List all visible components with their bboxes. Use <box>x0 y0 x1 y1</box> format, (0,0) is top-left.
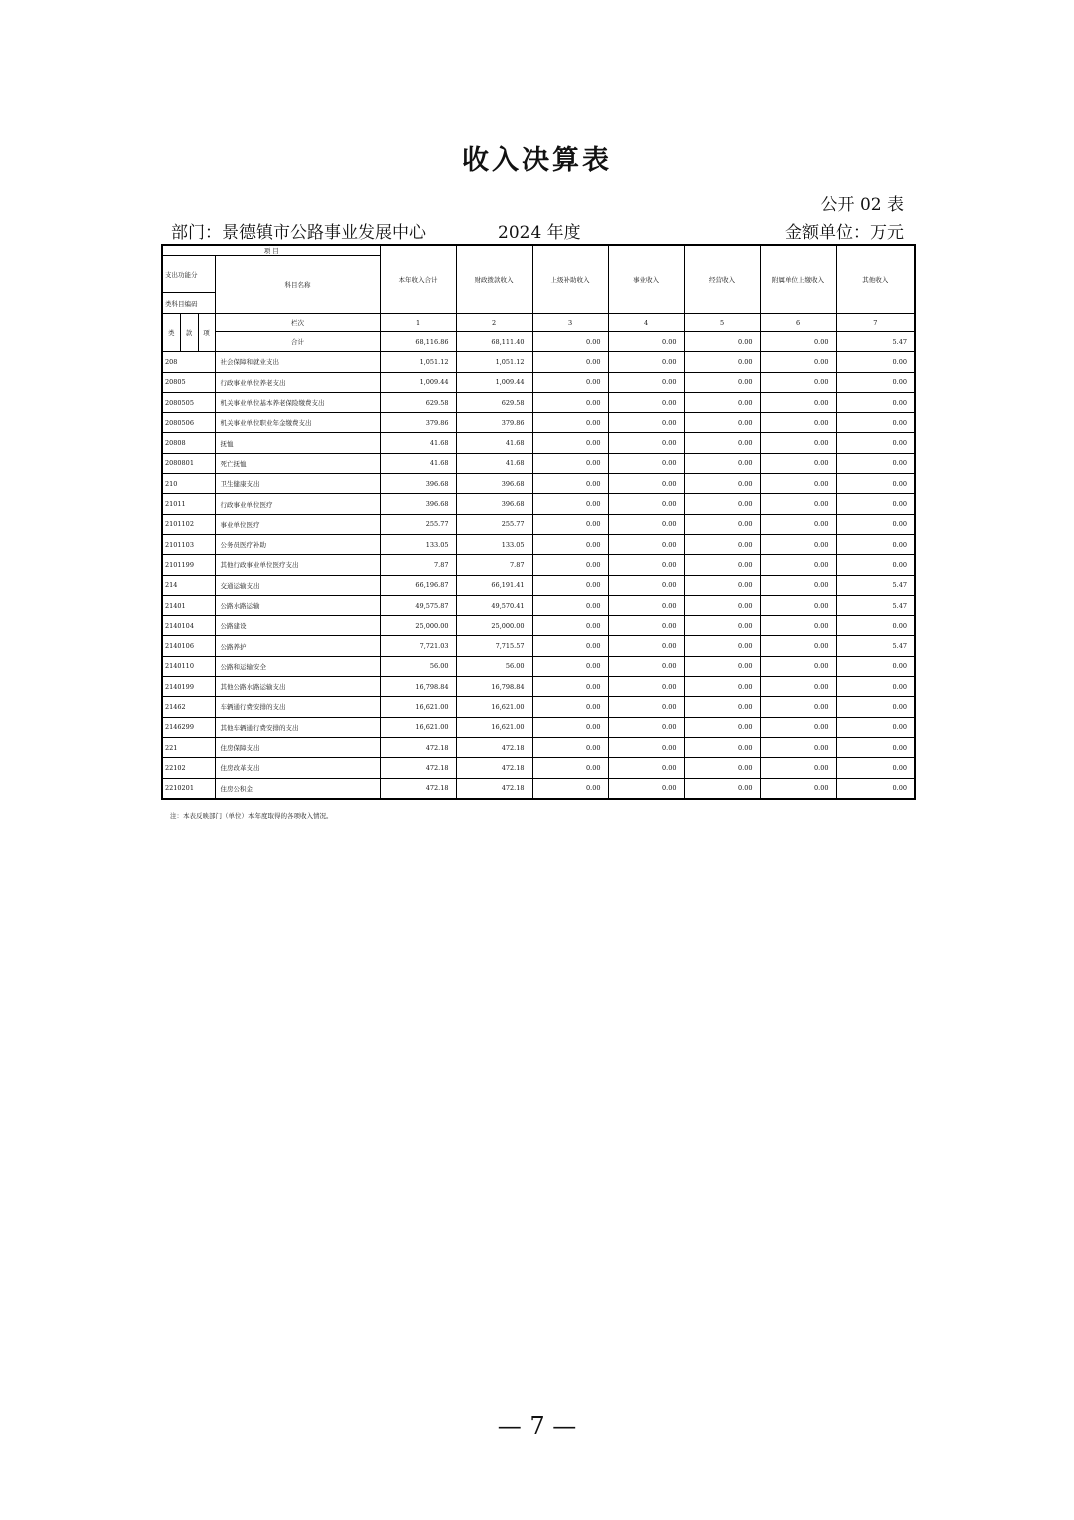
subject-name: 行政事业单位养老支出 <box>215 372 380 392</box>
amount-cell: 0.00 <box>760 392 836 412</box>
amount-cell: 7,715.57 <box>456 636 532 656</box>
amount-cell: 0.00 <box>684 474 760 494</box>
department-label: 部门：景德镇市公路事业发展中心 <box>171 223 426 243</box>
subject-name: 公路水路运输 <box>215 595 380 615</box>
subject-name: 死亡抚恤 <box>215 453 380 473</box>
amount-cell: 255.77 <box>380 514 456 534</box>
amount-cell: 0.00 <box>836 514 915 534</box>
table-row <box>162 453 915 473</box>
header-xiang: 项 <box>198 314 215 352</box>
amount-cell: 0.00 <box>532 453 608 473</box>
table-row <box>162 575 915 595</box>
amount-cell: 56.00 <box>380 656 456 676</box>
subject-name: 行政事业单位医疗 <box>215 494 380 514</box>
amount-cell: 0.00 <box>532 778 608 799</box>
amount-cell: 133.05 <box>456 534 532 554</box>
column-header: 本年收入合计 <box>380 245 456 314</box>
amount-cell: 472.18 <box>380 737 456 757</box>
amount-cell: 0.00 <box>684 697 760 717</box>
amount-cell: 0.00 <box>532 474 608 494</box>
table-row <box>162 433 915 453</box>
subject-code: 22102 <box>162 758 215 778</box>
amount-cell: 0.00 <box>760 595 836 615</box>
subject-code: 20805 <box>162 372 215 392</box>
amount-cell: 0.00 <box>836 372 915 392</box>
subject-code: 2101103 <box>162 534 215 554</box>
column-index: 3 <box>532 314 608 332</box>
amount-cell: 0.00 <box>836 474 915 494</box>
amount-cell: 1,051.12 <box>380 352 456 372</box>
amount-cell: 16,621.00 <box>380 717 456 737</box>
amount-cell: 0.00 <box>760 758 836 778</box>
amount-cell: 0.00 <box>760 534 836 554</box>
table-row <box>162 534 915 554</box>
amount-cell: 66,196.87 <box>380 575 456 595</box>
subject-code: 214 <box>162 575 215 595</box>
header-project: 项 目 <box>162 245 380 256</box>
amount-cell: 0.00 <box>608 534 684 554</box>
amount-cell: 0.00 <box>532 717 608 737</box>
column-header: 附属单位上缴收入 <box>760 245 836 314</box>
amount-cell: 0.00 <box>760 555 836 575</box>
subject-name: 其他行政事业单位医疗支出 <box>215 555 380 575</box>
amount-cell: 25,000.00 <box>456 616 532 636</box>
amount-cell: 0.00 <box>608 433 684 453</box>
amount-cell: 1,009.44 <box>380 372 456 392</box>
subject-name: 机关事业单位基本养老保险缴费支出 <box>215 392 380 412</box>
subject-code: 208 <box>162 352 215 372</box>
subject-name: 公路建设 <box>215 616 380 636</box>
total-cell: 0.00 <box>532 332 608 352</box>
amount-cell: 7.87 <box>456 555 532 575</box>
amount-cell: 0.00 <box>836 778 915 799</box>
amount-cell: 0.00 <box>684 352 760 372</box>
subject-code: 2080505 <box>162 392 215 412</box>
amount-cell: 1,051.12 <box>456 352 532 372</box>
table-row <box>162 474 915 494</box>
amount-cell: 0.00 <box>684 778 760 799</box>
amount-cell: 0.00 <box>684 717 760 737</box>
amount-cell: 0.00 <box>532 514 608 534</box>
amount-cell: 0.00 <box>532 636 608 656</box>
amount-cell: 0.00 <box>836 494 915 514</box>
amount-cell: 49,570.41 <box>456 595 532 615</box>
amount-cell: 56.00 <box>456 656 532 676</box>
subject-code: 210 <box>162 474 215 494</box>
amount-cell: 0.00 <box>760 697 836 717</box>
amount-cell: 0.00 <box>684 595 760 615</box>
amount-cell: 0.00 <box>760 352 836 372</box>
amount-cell: 0.00 <box>532 616 608 636</box>
amount-cell: 0.00 <box>836 453 915 473</box>
amount-cell: 0.00 <box>608 392 684 412</box>
amount-cell: 0.00 <box>684 758 760 778</box>
amount-cell: 472.18 <box>456 778 532 799</box>
header-lei: 类 <box>162 314 180 352</box>
amount-cell: 0.00 <box>836 352 915 372</box>
table-row <box>162 737 915 757</box>
amount-cell: 41.68 <box>456 433 532 453</box>
amount-cell: 396.68 <box>380 494 456 514</box>
amount-cell: 0.00 <box>608 514 684 534</box>
amount-cell: 0.00 <box>684 636 760 656</box>
amount-cell: 472.18 <box>380 758 456 778</box>
amount-cell: 0.00 <box>532 534 608 554</box>
amount-cell: 0.00 <box>836 737 915 757</box>
amount-cell: 0.00 <box>608 575 684 595</box>
amount-cell: 0.00 <box>532 677 608 697</box>
form-number: 公开 02 表 <box>820 195 904 215</box>
amount-cell: 1,009.44 <box>456 372 532 392</box>
total-cell: 0.00 <box>608 332 684 352</box>
table-row <box>162 697 915 717</box>
subject-name: 其他公路水路运输支出 <box>215 677 380 697</box>
amount-cell: 0.00 <box>760 372 836 392</box>
column-index: 4 <box>608 314 684 332</box>
page-number: — 7 — <box>497 1412 577 1440</box>
column-header: 上级补助收入 <box>532 245 608 314</box>
amount-cell: 396.68 <box>456 474 532 494</box>
amount-cell: 0.00 <box>684 656 760 676</box>
amount-cell: 5.47 <box>836 636 915 656</box>
unit-label: 金额单位：万元 <box>785 223 904 243</box>
amount-cell: 0.00 <box>608 474 684 494</box>
table-note: 注：本表反映部门（单位）本年度取得的各项收入情况。 <box>170 812 333 820</box>
amount-cell: 0.00 <box>608 778 684 799</box>
amount-cell: 0.00 <box>532 575 608 595</box>
subject-name: 事业单位医疗 <box>215 514 380 534</box>
amount-cell: 5.47 <box>836 575 915 595</box>
amount-cell: 16,621.00 <box>456 697 532 717</box>
subject-name: 抚恤 <box>215 433 380 453</box>
amount-cell: 396.68 <box>380 474 456 494</box>
amount-cell: 16,621.00 <box>380 697 456 717</box>
subject-code: 2210201 <box>162 778 215 799</box>
amount-cell: 379.86 <box>456 413 532 433</box>
amount-cell: 16,798.84 <box>456 677 532 697</box>
amount-cell: 41.68 <box>380 453 456 473</box>
amount-cell: 0.00 <box>684 737 760 757</box>
amount-cell: 0.00 <box>608 616 684 636</box>
amount-cell: 133.05 <box>380 534 456 554</box>
amount-cell: 0.00 <box>760 413 836 433</box>
amount-cell: 0.00 <box>608 717 684 737</box>
amount-cell: 0.00 <box>532 494 608 514</box>
amount-cell: 0.00 <box>760 514 836 534</box>
amount-cell: 0.00 <box>760 616 836 636</box>
amount-cell: 0.00 <box>532 656 608 676</box>
amount-cell: 41.68 <box>456 453 532 473</box>
total-label: 合计 <box>215 332 380 352</box>
subject-name: 公路和运输安全 <box>215 656 380 676</box>
subject-name: 卫生健康支出 <box>215 474 380 494</box>
column-index: 2 <box>456 314 532 332</box>
subject-name: 车辆通行费安排的支出 <box>215 697 380 717</box>
amount-cell: 0.00 <box>760 494 836 514</box>
amount-cell: 0.00 <box>684 514 760 534</box>
amount-cell: 0.00 <box>760 575 836 595</box>
amount-cell: 0.00 <box>532 697 608 717</box>
amount-cell: 0.00 <box>608 636 684 656</box>
subject-name: 公路养护 <box>215 636 380 656</box>
amount-cell: 0.00 <box>532 737 608 757</box>
amount-cell: 16,798.84 <box>380 677 456 697</box>
amount-cell: 0.00 <box>760 433 836 453</box>
subject-code: 20808 <box>162 433 215 453</box>
amount-cell: 0.00 <box>608 555 684 575</box>
amount-cell: 0.00 <box>608 494 684 514</box>
amount-cell: 0.00 <box>836 413 915 433</box>
subject-code: 2101102 <box>162 514 215 534</box>
table-row <box>162 372 915 392</box>
subject-code: 2140106 <box>162 636 215 656</box>
amount-cell: 0.00 <box>684 534 760 554</box>
column-header: 其他收入 <box>836 245 915 314</box>
amount-cell: 0.00 <box>836 534 915 554</box>
subject-code: 2140104 <box>162 616 215 636</box>
subject-code: 21462 <box>162 697 215 717</box>
amount-cell: 0.00 <box>608 595 684 615</box>
amount-cell: 5.47 <box>836 595 915 615</box>
amount-cell: 0.00 <box>608 737 684 757</box>
subject-code: 2080801 <box>162 453 215 473</box>
column-header: 经营收入 <box>684 245 760 314</box>
amount-cell: 41.68 <box>380 433 456 453</box>
amount-cell: 66,191.41 <box>456 575 532 595</box>
amount-cell: 25,000.00 <box>380 616 456 636</box>
column-index: 5 <box>684 314 760 332</box>
header-subject-name: 科目名称 <box>215 256 380 314</box>
subject-name: 住房改革支出 <box>215 758 380 778</box>
amount-cell: 0.00 <box>532 595 608 615</box>
subject-name: 住房保障支出 <box>215 737 380 757</box>
amount-cell: 255.77 <box>456 514 532 534</box>
amount-cell: 0.00 <box>532 372 608 392</box>
total-cell: 0.00 <box>684 332 760 352</box>
amount-cell: 0.00 <box>608 453 684 473</box>
amount-cell: 0.00 <box>836 697 915 717</box>
amount-cell: 7,721.03 <box>380 636 456 656</box>
amount-cell: 0.00 <box>760 717 836 737</box>
table-row <box>162 392 915 412</box>
total-cell: 68,111.40 <box>456 332 532 352</box>
table-row <box>162 778 915 799</box>
table-row <box>162 595 915 615</box>
table-row <box>162 758 915 778</box>
amount-cell: 0.00 <box>684 677 760 697</box>
amount-cell: 0.00 <box>760 677 836 697</box>
amount-cell: 0.00 <box>608 413 684 433</box>
amount-cell: 0.00 <box>684 494 760 514</box>
amount-cell: 0.00 <box>684 433 760 453</box>
subject-code: 2140110 <box>162 656 215 676</box>
subject-code: 2101199 <box>162 555 215 575</box>
column-index: 7 <box>836 314 915 332</box>
table-row <box>162 352 915 372</box>
amount-cell: 0.00 <box>760 474 836 494</box>
subject-code: 2080506 <box>162 413 215 433</box>
subject-code: 2140199 <box>162 677 215 697</box>
column-index: 1 <box>380 314 456 332</box>
column-index: 6 <box>760 314 836 332</box>
amount-cell: 0.00 <box>532 555 608 575</box>
subject-code: 2146299 <box>162 717 215 737</box>
subject-name: 社会保障和就业支出 <box>215 352 380 372</box>
header-func-class: 支出功能分 <box>162 256 215 293</box>
subject-code: 221 <box>162 737 215 757</box>
amount-cell: 0.00 <box>836 677 915 697</box>
table-row <box>162 717 915 737</box>
amount-cell: 629.58 <box>456 392 532 412</box>
total-cell: 0.00 <box>760 332 836 352</box>
table-row <box>162 514 915 534</box>
amount-cell: 0.00 <box>684 575 760 595</box>
amount-cell: 396.68 <box>456 494 532 514</box>
table-row <box>162 656 915 676</box>
amount-cell: 379.86 <box>380 413 456 433</box>
amount-cell: 0.00 <box>836 758 915 778</box>
amount-cell: 0.00 <box>760 636 836 656</box>
amount-cell: 0.00 <box>608 656 684 676</box>
table-row <box>162 555 915 575</box>
amount-cell: 0.00 <box>684 555 760 575</box>
amount-cell: 0.00 <box>836 433 915 453</box>
total-cell: 68,116.86 <box>380 332 456 352</box>
amount-cell: 0.00 <box>836 616 915 636</box>
amount-cell: 0.00 <box>608 372 684 392</box>
table-row <box>162 413 915 433</box>
subject-code: 21011 <box>162 494 215 514</box>
table-row <box>162 494 915 514</box>
page-title: 收入决算表 <box>462 145 612 176</box>
year-label: 2024 年度 <box>498 223 581 243</box>
amount-cell: 0.00 <box>608 352 684 372</box>
amount-cell: 0.00 <box>532 392 608 412</box>
subject-name: 交通运输支出 <box>215 575 380 595</box>
table-row <box>162 616 915 636</box>
amount-cell: 0.00 <box>608 677 684 697</box>
amount-cell: 472.18 <box>380 778 456 799</box>
amount-cell: 0.00 <box>760 656 836 676</box>
amount-cell: 0.00 <box>760 778 836 799</box>
amount-cell: 16,621.00 <box>456 717 532 737</box>
amount-cell: 0.00 <box>836 656 915 676</box>
subject-name: 公务员医疗补助 <box>215 534 380 554</box>
amount-cell: 0.00 <box>836 392 915 412</box>
amount-cell: 0.00 <box>760 453 836 473</box>
amount-cell: 0.00 <box>608 697 684 717</box>
amount-cell: 0.00 <box>836 717 915 737</box>
amount-cell: 0.00 <box>532 352 608 372</box>
amount-cell: 0.00 <box>532 758 608 778</box>
amount-cell: 0.00 <box>684 372 760 392</box>
table-row <box>162 677 915 697</box>
total-cell: 5.47 <box>836 332 915 352</box>
amount-cell: 0.00 <box>532 413 608 433</box>
column-header: 事业收入 <box>608 245 684 314</box>
amount-cell: 472.18 <box>456 737 532 757</box>
header-class-code: 类科目编码 <box>162 293 215 314</box>
subject-name: 其他车辆通行费安排的支出 <box>215 717 380 737</box>
amount-cell: 472.18 <box>456 758 532 778</box>
amount-cell: 7.87 <box>380 555 456 575</box>
header-lanci: 栏次 <box>215 314 380 332</box>
amount-cell: 0.00 <box>684 392 760 412</box>
header-kuan: 款 <box>180 314 198 352</box>
amount-cell: 0.00 <box>684 413 760 433</box>
column-header: 财政拨款收入 <box>456 245 532 314</box>
amount-cell: 0.00 <box>532 433 608 453</box>
amount-cell: 0.00 <box>684 453 760 473</box>
amount-cell: 0.00 <box>608 758 684 778</box>
subject-code: 21401 <box>162 595 215 615</box>
subject-name: 住房公积金 <box>215 778 380 799</box>
income-table <box>161 244 916 800</box>
amount-cell: 0.00 <box>684 616 760 636</box>
table-row <box>162 636 915 656</box>
amount-cell: 49,575.87 <box>380 595 456 615</box>
amount-cell: 0.00 <box>836 555 915 575</box>
subject-name: 机关事业单位职业年金缴费支出 <box>215 413 380 433</box>
amount-cell: 629.58 <box>380 392 456 412</box>
amount-cell: 0.00 <box>760 737 836 757</box>
